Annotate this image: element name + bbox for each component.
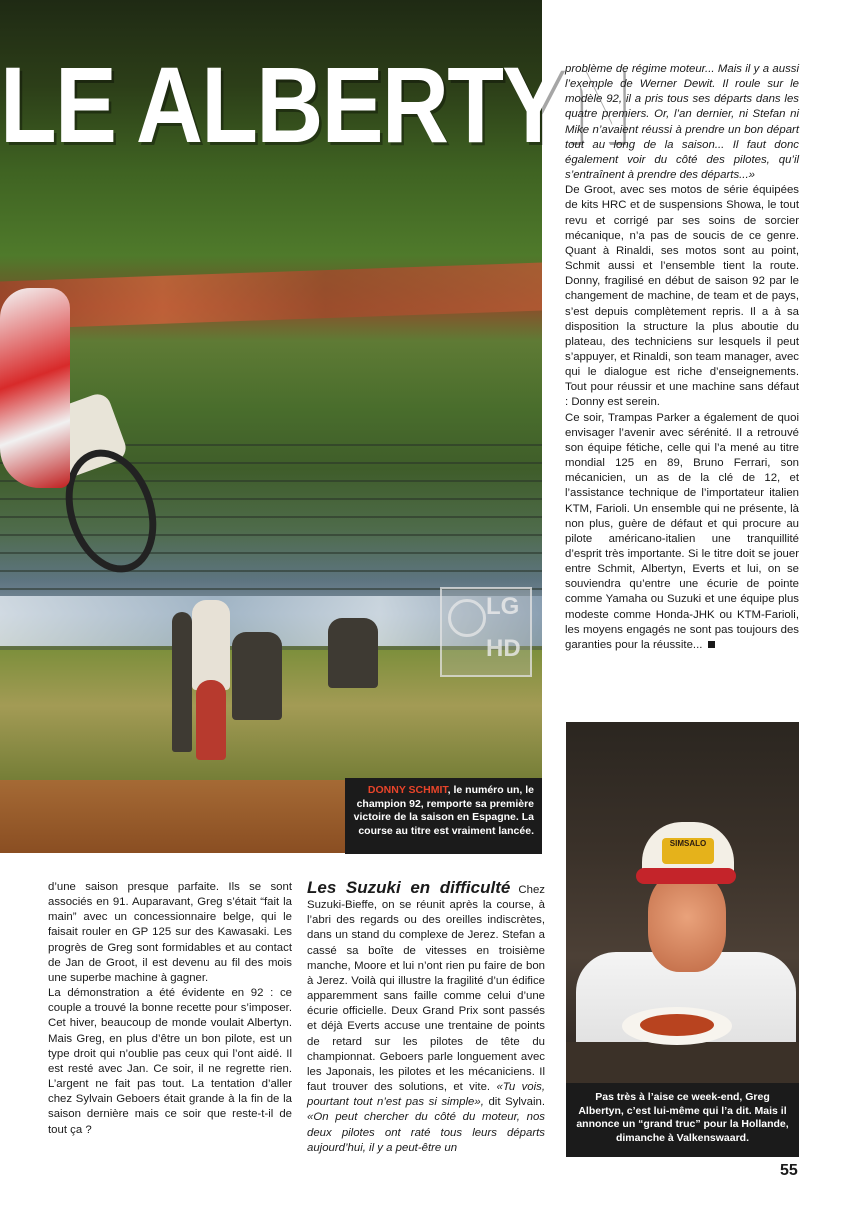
right-text-column [565,62,799,653]
section-subhead: Les Suzuki en difficulté [307,878,511,897]
paragraph-text: Chez Suzuki-Bieffe, on se réunit après la course, à l’abri des regards ou des oreilles indiscrètes, dans un stand du complexe de Jerez. Stefan a cassé sa boîte de vitesses en troisième manche, Moore et lui n’ont rien pu faire de bon à Jerez. Voilà qui illustre la fragilité d’un édifice apparemment sans faille comme celui d’une écurie officielle. Deux Grand Prix sont passés et déjà Everts accuse une trentaine de points de retard sur les pilotes de tête du championnat. Geboers parle longuement avec les Japonais, les pilotes et les mécaniciens. Il faut trouver des solutions, et vite. [307,884,545,1094]
photo-spectator [196,680,226,760]
photo-food [640,1014,714,1036]
paragraph-text: Ce soir, Trampas Parker a également de quoi envisager l’avenir avec sérénité. Il a retrouvé son équipe fétiche, celle qui l’a mené au titre mondial 125 en 89, Bruno Ferrari, son mécanicien, un as de la clé de 12, et l’assistance technique de l’importateur italien KTM, Farioli. Un ensemble qui ne présente, là non plus, guère de défaut et qui procure au pilote américano-italien une tranquillité d’esprit très importante. Si le titre doit se jouer entre Schmit, Albertyn, Everts et lui, on se souviendra qu’entre une écurie de pointe comme Yamaha ou Suzuki et une équipe plus modeste comme Honda-JHK ou KTM-Farioli, les moyens engagés ne sont pas toujours des garanties pour la réussite... [565,411,799,651]
photo-table [566,1042,799,1083]
photo-spectator [232,632,282,720]
photo-face [648,872,726,972]
watermark-logo [440,587,532,677]
paragraph [307,880,545,1156]
watermark-line2: HD [486,635,521,662]
quote: «Tu vois, pourtant tout n’est pas si simple», [307,1081,545,1109]
mid-bottom-text-column [307,880,545,1156]
paragraph [565,411,799,654]
photo-spectator [172,612,192,752]
photo-cap-brim [636,868,736,884]
photo-spectator [192,600,230,690]
portrait-caption: Pas très à l’aise ce week-end, Greg Albertyn, c’est lui-même qui l’a dit. Mais il annonce un “grand truc” pour la Hollande, dimanche à Valkenswaard. [566,1083,799,1157]
caption-text: , le numéro un, le champion 92, remporte sa première victoire de la saison en Espagne. La course au titre est vraiment lancée. [353,784,534,837]
quote: «On peut chercher du côté du moteur, nos deux pilotes ont raté tous leurs départs aujourd’hui, il y a peut-être un [307,1111,545,1154]
paragraph: problème de régime moteur... Mais il y a aussi l’exemple de Werner Dewit. Il roule sur le modèle 92, il a pris tous ses départs dans les quatre premiers. Or, l’an dernier, ni Stefan ni Mike n’avaient réussi à prendre un bon départ tout au long de la saison... Il faut donc également voir du côté des pilotes, qu’il s’entraînent à prendre des départs...» [565,63,799,182]
left-bottom-text-column [48,880,292,1138]
article-title: LE ALBERTYN [0,44,628,165]
end-mark [708,641,715,648]
paragraph: La démonstration a été évidente en 92 : ce couple a trouvé la bonne recette pour s’imposer. Cet hiver, beaucoup de monde voulait Albertyn. Mais Greg, en plus d’être un bon pilote, est un type droit qui n’oublie pas ceux qui l’ont aidé. Il est resté avec Jan. Ce soir, il ne regrette rien. L’argent ne fait pas tout. La tentation d’aller chez Sylvain Geboers était grande à la fin de la saison dernière mais ce soir que reste-t-il de tout ça ? [48,987,292,1136]
caption-lead: DONNY SCHMIT [367,784,448,796]
paragraph-text: dit Sylvain. [483,1096,545,1109]
cap-logo: SIMSALO [662,838,714,864]
photo-rider [0,288,70,488]
photo-photographer [328,618,378,688]
watermark-line1: LG [486,593,520,620]
watermark-icon [448,599,486,637]
paragraph: d’une saison presque parfaite. Ils se sont associés en 91. Auparavant, Greg s’était “fait la main” avec un concessionnaire belge, qui le faisait rouler en GP 125 sur des Kawasaki. Les progrès de Greg sont formidables et au contact de Jan de Groot, il est devenu au fil des mois une superbe machine à gagner. [48,881,292,984]
main-photo-caption [345,778,542,854]
portrait-photo [566,722,799,1083]
photo-track-band [0,263,542,330]
paragraph: De Groot, avec ses motos de série équipées de kits HRC et de suspensions Showa, le tout revu et corrigé par ses soins de sorcier mécanique, n’a pas de soucis de ce genre. Quant à Rinaldi, ses motos sont au point, Schmit aussi et l’ensemble tient la route. Donny, fragilisé en début de saison 92 par le changement de machine, de team et de pays, s’est depuis complètement repris. Il a à sa disposition la structure la plus aboutie du plateau, des techniciens sur lesquels il peut s’appuyer, et Rinaldi, son team manager, avec qui le dialogue est riche d’enseignements. Tout pour réussir et une machine sans défaut : Donny est serein. [565,184,799,409]
page-number: 55 [780,1162,798,1179]
